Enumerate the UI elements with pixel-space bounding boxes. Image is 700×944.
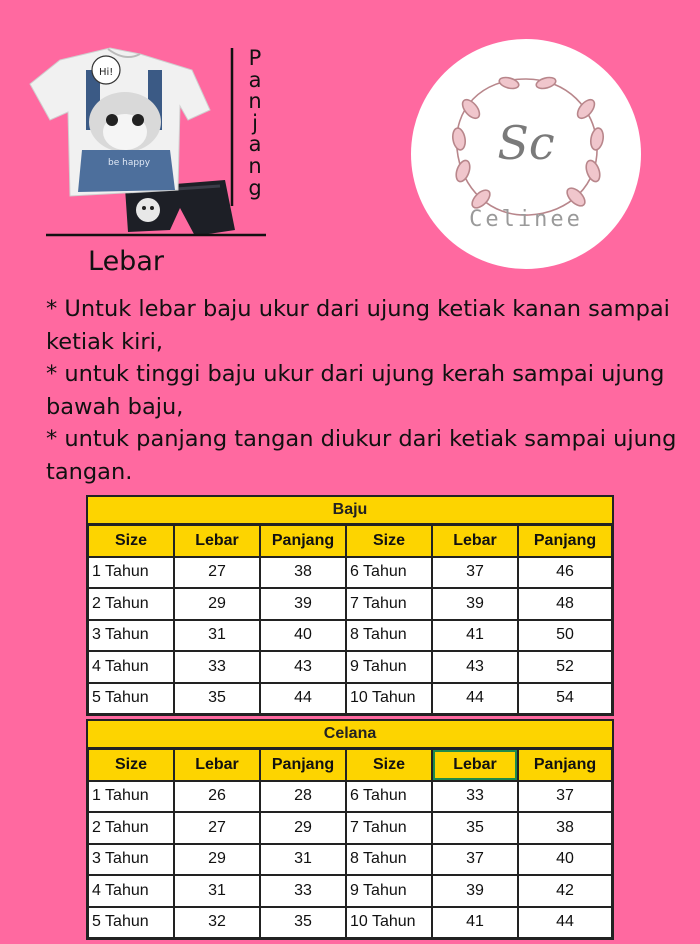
cell-lebar[interactable]: 37 [432,844,518,876]
cell-lebar[interactable]: 41 [432,620,518,652]
cell-lebar[interactable]: 33 [432,781,518,813]
cell-panjang[interactable]: 28 [260,781,346,813]
table-row [346,588,612,620]
table-row [346,875,612,907]
cell-size[interactable]: 9 Tahun [346,651,432,683]
cell-lebar[interactable]: 26 [174,781,260,813]
cell-size[interactable]: 8 Tahun [346,620,432,652]
cell-panjang[interactable]: 40 [260,620,346,652]
table-row [88,588,346,620]
table-row [88,651,346,683]
logo-brand-name: Celinee [469,207,583,232]
table-title: Baju [88,497,612,525]
cell-panjang[interactable]: 50 [518,620,612,652]
cell-lebar[interactable]: 35 [174,683,260,715]
cell-lebar[interactable]: 31 [174,620,260,652]
cell-lebar[interactable]: 35 [432,812,518,844]
cell-lebar[interactable]: 32 [174,907,260,939]
cell-panjang[interactable]: 38 [518,812,612,844]
shirt-speech-text: Hi! [99,67,114,78]
cell-panjang[interactable]: 37 [518,781,612,813]
table-header-row [346,525,612,557]
brand-logo [411,39,641,269]
table-row [88,683,346,715]
table-row [346,557,612,589]
table-row [346,651,612,683]
table-row [88,781,346,813]
length-label: P a n j a n g [248,46,262,200]
header-size: Size [346,525,432,557]
cell-size[interactable]: 3 Tahun [88,620,174,652]
table-row [88,812,346,844]
table-row [346,620,612,652]
cell-lebar[interactable]: 39 [432,875,518,907]
header-panjang: Panjang [260,749,346,781]
cell-size[interactable]: 3 Tahun [88,844,174,876]
cell-lebar[interactable]: 44 [432,683,518,715]
table-row [88,844,346,876]
cell-panjang[interactable]: 39 [260,588,346,620]
header-panjang: Panjang [518,525,612,557]
cell-panjang[interactable]: 46 [518,557,612,589]
cell-size[interactable]: 7 Tahun [346,812,432,844]
cell-size[interactable]: 1 Tahun [88,781,174,813]
cell-size[interactable]: 1 Tahun [88,557,174,589]
cell-size[interactable]: 4 Tahun [88,875,174,907]
logo-monogram: Sc [497,116,555,170]
header-size: Size [88,749,174,781]
cell-lebar[interactable]: 33 [174,651,260,683]
cell-lebar[interactable]: 39 [432,588,518,620]
table-header-row [88,525,346,557]
cell-size[interactable]: 6 Tahun [346,781,432,813]
tshirt-image [30,48,210,196]
table-row [88,557,346,589]
cell-lebar[interactable]: 29 [174,844,260,876]
table-header-row [88,749,346,781]
shirt-caption-text: be happy [108,158,151,168]
cell-panjang[interactable]: 44 [260,683,346,715]
product-illustration [20,40,270,280]
width-label: Lebar [88,246,164,277]
cell-size[interactable]: 10 Tahun [346,683,432,715]
cell-panjang[interactable]: 42 [518,875,612,907]
cell-panjang[interactable]: 38 [260,557,346,589]
table-title: Celana [88,721,612,749]
table-row [346,781,612,813]
celana-size-table [86,719,614,940]
header-lebar: Lebar [174,749,260,781]
cell-size[interactable]: 5 Tahun [88,907,174,939]
cell-size[interactable]: 2 Tahun [88,812,174,844]
cell-panjang[interactable]: 40 [518,844,612,876]
cell-size[interactable]: 7 Tahun [346,588,432,620]
cell-panjang[interactable]: 52 [518,651,612,683]
cell-lebar[interactable]: 27 [174,557,260,589]
cell-panjang[interactable]: 54 [518,683,612,715]
table-row [88,875,346,907]
cell-panjang[interactable]: 43 [260,651,346,683]
header-lebar: Lebar [432,525,518,557]
header-lebar-selected[interactable]: Lebar [432,749,518,781]
header-panjang: Panjang [260,525,346,557]
note-width: * Untuk lebar baju ukur dari ujung ketiak kanan sampai ketiak kiri, [46,296,670,355]
table-row [346,683,612,715]
table-row [88,620,346,652]
note-height: * untuk tinggi baju ukur dari ujung kerah sampai ujung bawah baju, [46,361,665,420]
note-sleeve: * untuk panjang tangan diukur dari ketiak sampai ujung tangan. [46,426,677,485]
header-panjang: Panjang [518,749,612,781]
cell-lebar[interactable]: 31 [174,875,260,907]
cell-panjang[interactable]: 35 [260,907,346,939]
cell-size[interactable]: 4 Tahun [88,651,174,683]
measurement-notes [46,293,686,488]
cell-panjang[interactable]: 29 [260,812,346,844]
cell-size[interactable]: 8 Tahun [346,844,432,876]
header-lebar: Lebar [174,525,260,557]
cell-size[interactable]: 5 Tahun [88,683,174,715]
table-header-row [346,749,612,781]
cell-lebar[interactable]: 41 [432,907,518,939]
table-row [346,812,612,844]
cell-panjang[interactable]: 31 [260,844,346,876]
cell-lebar[interactable]: 43 [432,651,518,683]
cell-size[interactable]: 9 Tahun [346,875,432,907]
cell-panjang[interactable]: 33 [260,875,346,907]
baju-size-table [86,495,614,716]
cell-lebar[interactable]: 27 [174,812,260,844]
table-row [88,907,346,939]
cell-size[interactable]: 2 Tahun [88,588,174,620]
cell-panjang[interactable]: 48 [518,588,612,620]
cell-lebar[interactable]: 29 [174,588,260,620]
table-row [346,907,612,939]
header-size: Size [88,525,174,557]
table-row [346,844,612,876]
header-size: Size [346,749,432,781]
cell-size[interactable]: 10 Tahun [346,907,432,939]
cell-size[interactable]: 6 Tahun [346,557,432,589]
cell-lebar[interactable]: 37 [432,557,518,589]
cell-panjang[interactable]: 44 [518,907,612,939]
